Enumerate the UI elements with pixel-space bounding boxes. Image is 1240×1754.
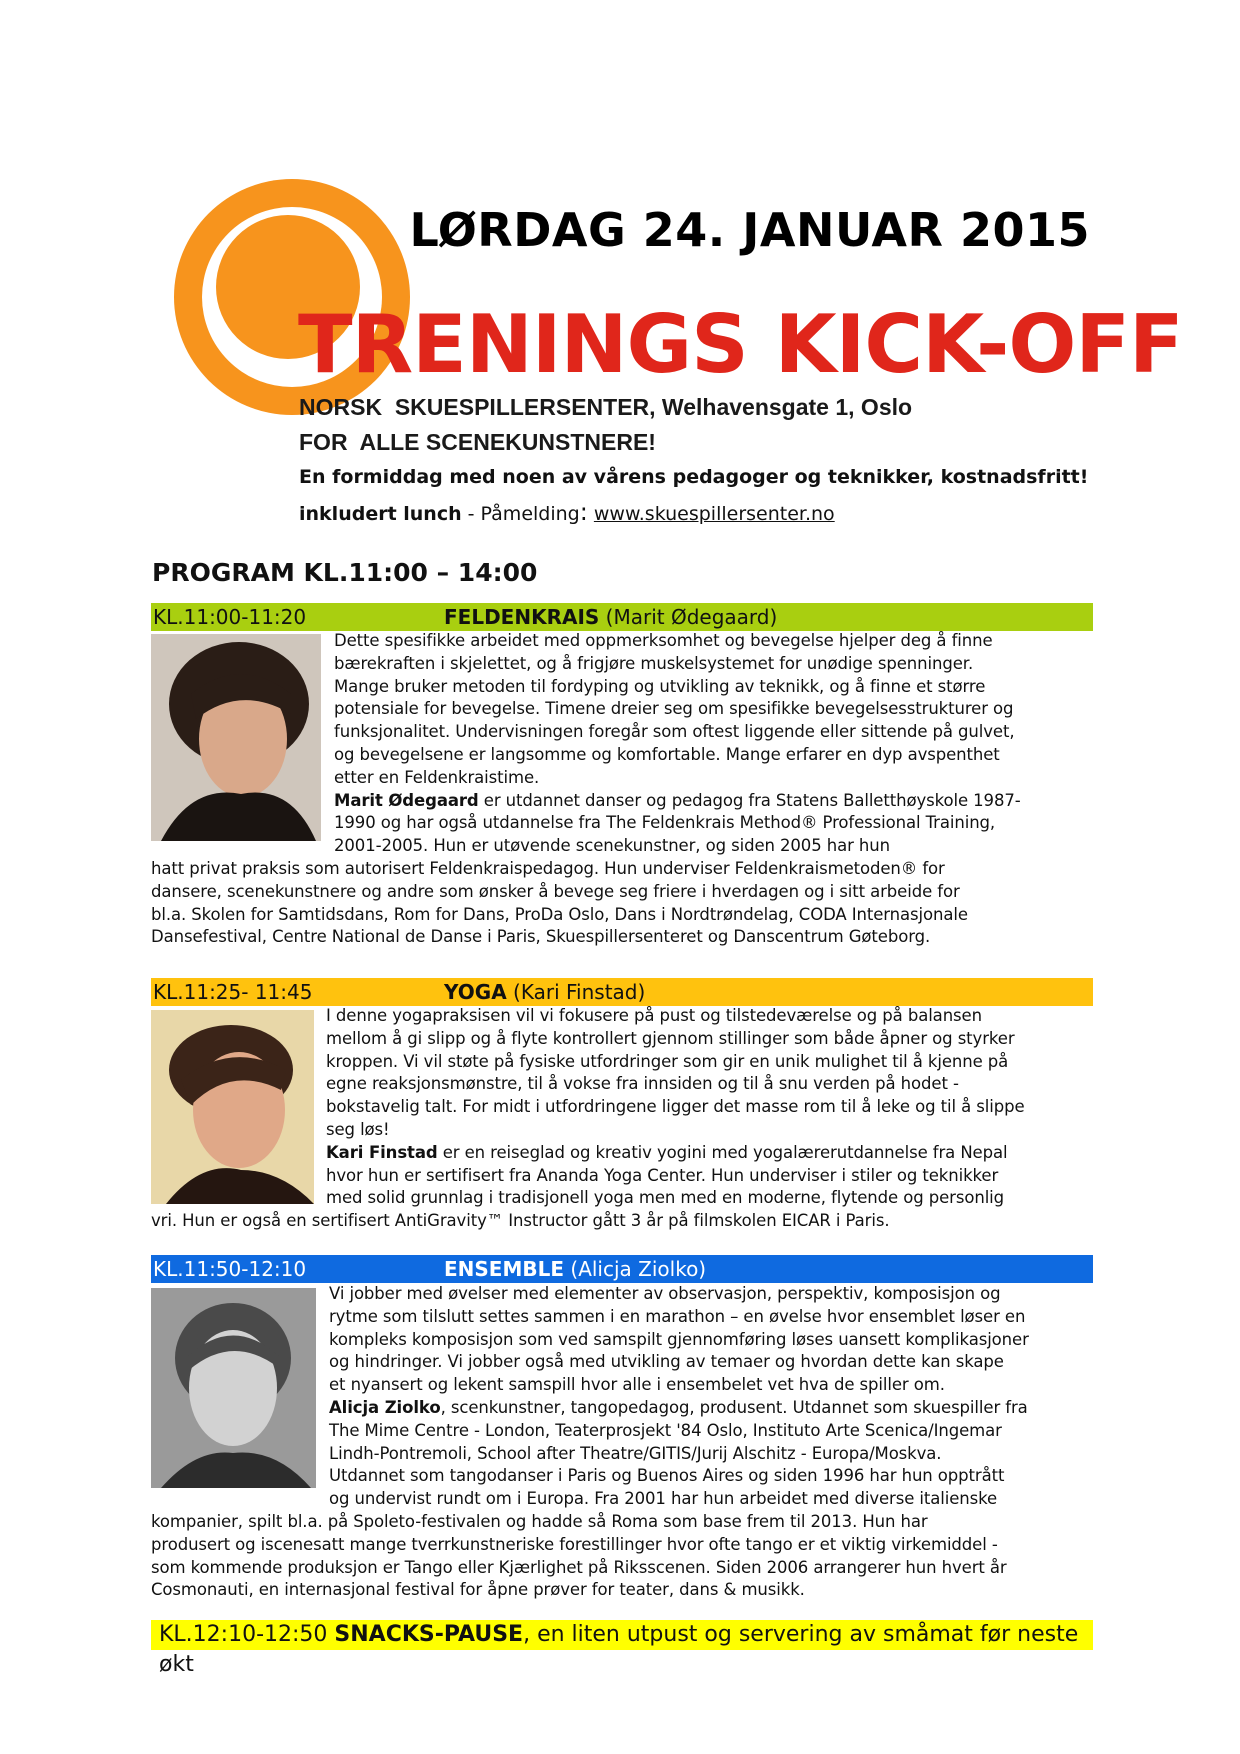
description-line: mellom å gi slipp og å flyte kontrollert gjennom stillinger som både åpner og styrker: [326, 1028, 1015, 1048]
description-line: Vi jobber med øvelser med elementer av observasjon, perspektiv, komposisjon og: [329, 1284, 1001, 1303]
bio-line: dansere, scenekunstnere og andre som ønsker å bevege seg friere i hverdagen og i sitt arbeide for: [151, 881, 960, 901]
event-venue: NORSK SKUESPILLERSENTER, Welhavensgate 1, Oslo: [299, 394, 913, 420]
description-line: seg løs!: [326, 1119, 390, 1139]
description-line: Dette spesifikke arbeidet med oppmerksomhet og bevegelse hjelper deg å finne: [334, 631, 993, 650]
session-description-yoga: [151, 1005, 1086, 1233]
description-line: egne reaksjonsmønstre, til å vokse fra innsiden og til å snu verden på hodet -: [326, 1074, 959, 1094]
description-line: og bevegelsene er langsomme og komfortable. Mange erfarer en dyp avspenthet: [334, 744, 1000, 764]
session-bar-feldenkrais: [151, 603, 1093, 631]
bio-line: hvor hun er sertifisert fra Ananda Yoga Center. Hun underviser i stiler og teknikker: [326, 1165, 999, 1185]
bio-line: Utdannet som tangodanser i Paris og Buenos Aires og siden 1996 har hun opptrått: [329, 1466, 1005, 1486]
session-teacher: (Marit Ødegaard): [599, 605, 778, 629]
pause-time: KL.12:10-12:50: [159, 1622, 335, 1647]
event-title: TRENINGS KICK-OFF: [298, 298, 1183, 391]
signup-link[interactable]: www.skuespillersenter.no: [593, 503, 835, 525]
bio-line: hatt privat praksis som autorisert Feldenkraispedagog. Hun underviser Feldenkraismetoden® for: [151, 858, 945, 878]
bio-line: produsert og iscenesatt mange tverrkunstneriske forestillinger hvor ofte tango er et viktig virkemiddel -: [151, 1534, 998, 1554]
session-description-ensemble: [151, 1283, 1086, 1602]
description-line: et nyansert og lekent samspill hvor alle i ensembelet vet hva de spiller om.: [329, 1375, 945, 1395]
session-name: ENSEMBLE: [444, 1257, 565, 1281]
bio-line: med solid grunnlag i tradisjonell yoga men med en moderne, flytende og personlig: [326, 1188, 1005, 1208]
bio-line: [151, 1397, 1086, 1420]
bio-text: , scenkunstner, tangopedagog, produsent. Utdannet som skuespiller fra: [440, 1397, 1028, 1417]
session-title: [444, 1255, 706, 1283]
description-line: Mange bruker metoden til fordyping og utvikling av teknikk, og å finne et større: [334, 676, 986, 696]
pause-name: SNACKS-PAUSE: [334, 1622, 524, 1647]
session-time: KL.11:25- 11:45: [153, 980, 313, 1004]
program-heading: PROGRAM KL.11:00 – 14:00: [152, 558, 538, 587]
bio-name: Alicja Ziolko: [329, 1397, 441, 1417]
bio-line: kompanier, spilt bl.a. på Spoleto-festivalen og hadde så Roma som base frem til 2013. Hun har: [151, 1511, 928, 1531]
bio-name: Marit Ødegaard: [334, 790, 479, 810]
bio-text: er utdannet danser og pedagog fra Statens Balletthøyskole 1987-: [478, 790, 1021, 810]
event-tagline: En formiddag med noen av vårens pedagoger og teknikker, kostnadsfritt!: [299, 466, 1089, 488]
bio-line: 2001-2005. Hun er utøvende scenekunstner, og siden 2005 har hun: [334, 836, 891, 856]
description-line: kroppen. Vi vil støte på fysiske utfordringer som gir en unik mulighet til å kjenne på: [326, 1051, 1009, 1071]
signup-label: - Påmelding: [461, 503, 580, 525]
event-audience: FOR ALLE SCENEKUNSTNERE!: [299, 429, 656, 455]
session-bar-yoga: [151, 978, 1093, 1006]
bio-line: Lindh-Pontremoli, School after Theatre/GITIS/Jurij Alschitz - Europa/Moskva.: [329, 1443, 942, 1463]
bio-line: [151, 1142, 1086, 1165]
bio-line: og undervist rundt om i Europa. Fra 2001 har hun arbeidet med diverse italienske: [329, 1489, 998, 1509]
session-bar-ensemble: [151, 1255, 1093, 1283]
bio-line: bl.a. Skolen for Samtidsdans, Rom for Dans, ProDa Oslo, Dans i Nordtrøndelag, CODA Internasjonale: [151, 904, 968, 924]
session-name: YOGA: [444, 980, 507, 1004]
session-time: KL.11:50-12:10: [153, 1257, 307, 1281]
session-title: [444, 603, 777, 631]
event-date: LØRDAG 24. JANUAR 2015: [409, 203, 1090, 257]
description-line: rytme som tilslutt settes sammen i en marathon – en øvelse hvor ensemblet løser en: [329, 1306, 1026, 1326]
pause-text: , en liten utpust og servering av småmat før neste økt: [159, 1622, 1079, 1677]
description-line: etter en Feldenkraistime.: [334, 767, 540, 787]
description-line: funksjonalitet. Undervisningen foregår som oftest liggende eller sittende på gulvet,: [334, 722, 1015, 742]
bio-line: 1990 og har også utdannelse fra The Feldenkrais Method® Professional Training,: [334, 813, 996, 833]
session-teacher: (Alicja Ziolko): [564, 1257, 707, 1281]
description-line: og hindringer. Vi jobber også med utvikling av temaer og hvordan dette kan skape: [329, 1352, 1004, 1372]
session-teacher: (Kari Finstad): [506, 980, 646, 1004]
session-title: [444, 978, 645, 1006]
bio-text: er en reiseglad og kreativ yogini med yogalærerutdannelse fra Nepal: [437, 1142, 1008, 1162]
pause-line: [159, 1620, 1093, 1680]
description-line: kompleks komposisjon som ved samspilt gjennomføring løses uansett komplikasjoner: [329, 1329, 1029, 1349]
bio-name: Kari Finstad: [326, 1142, 438, 1162]
lunch-text: inkludert lunch: [299, 503, 462, 525]
description-line: potensiale for bevegelse. Timene dreier seg om spesifikke bevegelsesstrukturer og: [334, 699, 1014, 719]
description-line: bokstavelig talt. For midt i utfordringene ligger det masse rom til å leke og til å slippe: [326, 1097, 1025, 1117]
signup-colon: :: [579, 498, 588, 526]
description-line: bærekraften i skjelettet, og å frigjøre muskelsystemet for unødige spenninger.: [334, 653, 974, 673]
description-line: I denne yogapraksisen vil vi fokusere på pust og tilstedeværelse og på balansen: [326, 1006, 982, 1025]
signup-line: [299, 498, 835, 526]
bio-line: The Mime Centre - London, Teaterprosjekt '84 Oslo, Instituto Arte Scenica/Ingemar: [329, 1420, 1002, 1440]
bio-line: vri. Hun er også en sertifisert AntiGravity™ Instructor gått 3 år på filmskolen EICAR i Paris.: [151, 1211, 890, 1231]
bio-line: Dansefestival, Centre National de Danse i Paris, Skuespillersenteret og Danscentrum Gøteborg.: [151, 927, 931, 947]
session-description-feldenkrais: [151, 630, 1086, 949]
bio-line: [151, 790, 1086, 813]
pause-bar: [151, 1620, 1093, 1677]
session-name: FELDENKRAIS: [444, 605, 600, 629]
bio-line: som kommende produksjon er Tango eller Kjærlighet på Riksscenen. Siden 2006 arrangerer hun hvert år: [151, 1557, 1007, 1577]
bio-line: Cosmonauti, en internasjonal festival for åpne prøver for teater, dans & musikk.: [151, 1580, 805, 1600]
session-time: KL.11:00-11:20: [153, 605, 307, 629]
